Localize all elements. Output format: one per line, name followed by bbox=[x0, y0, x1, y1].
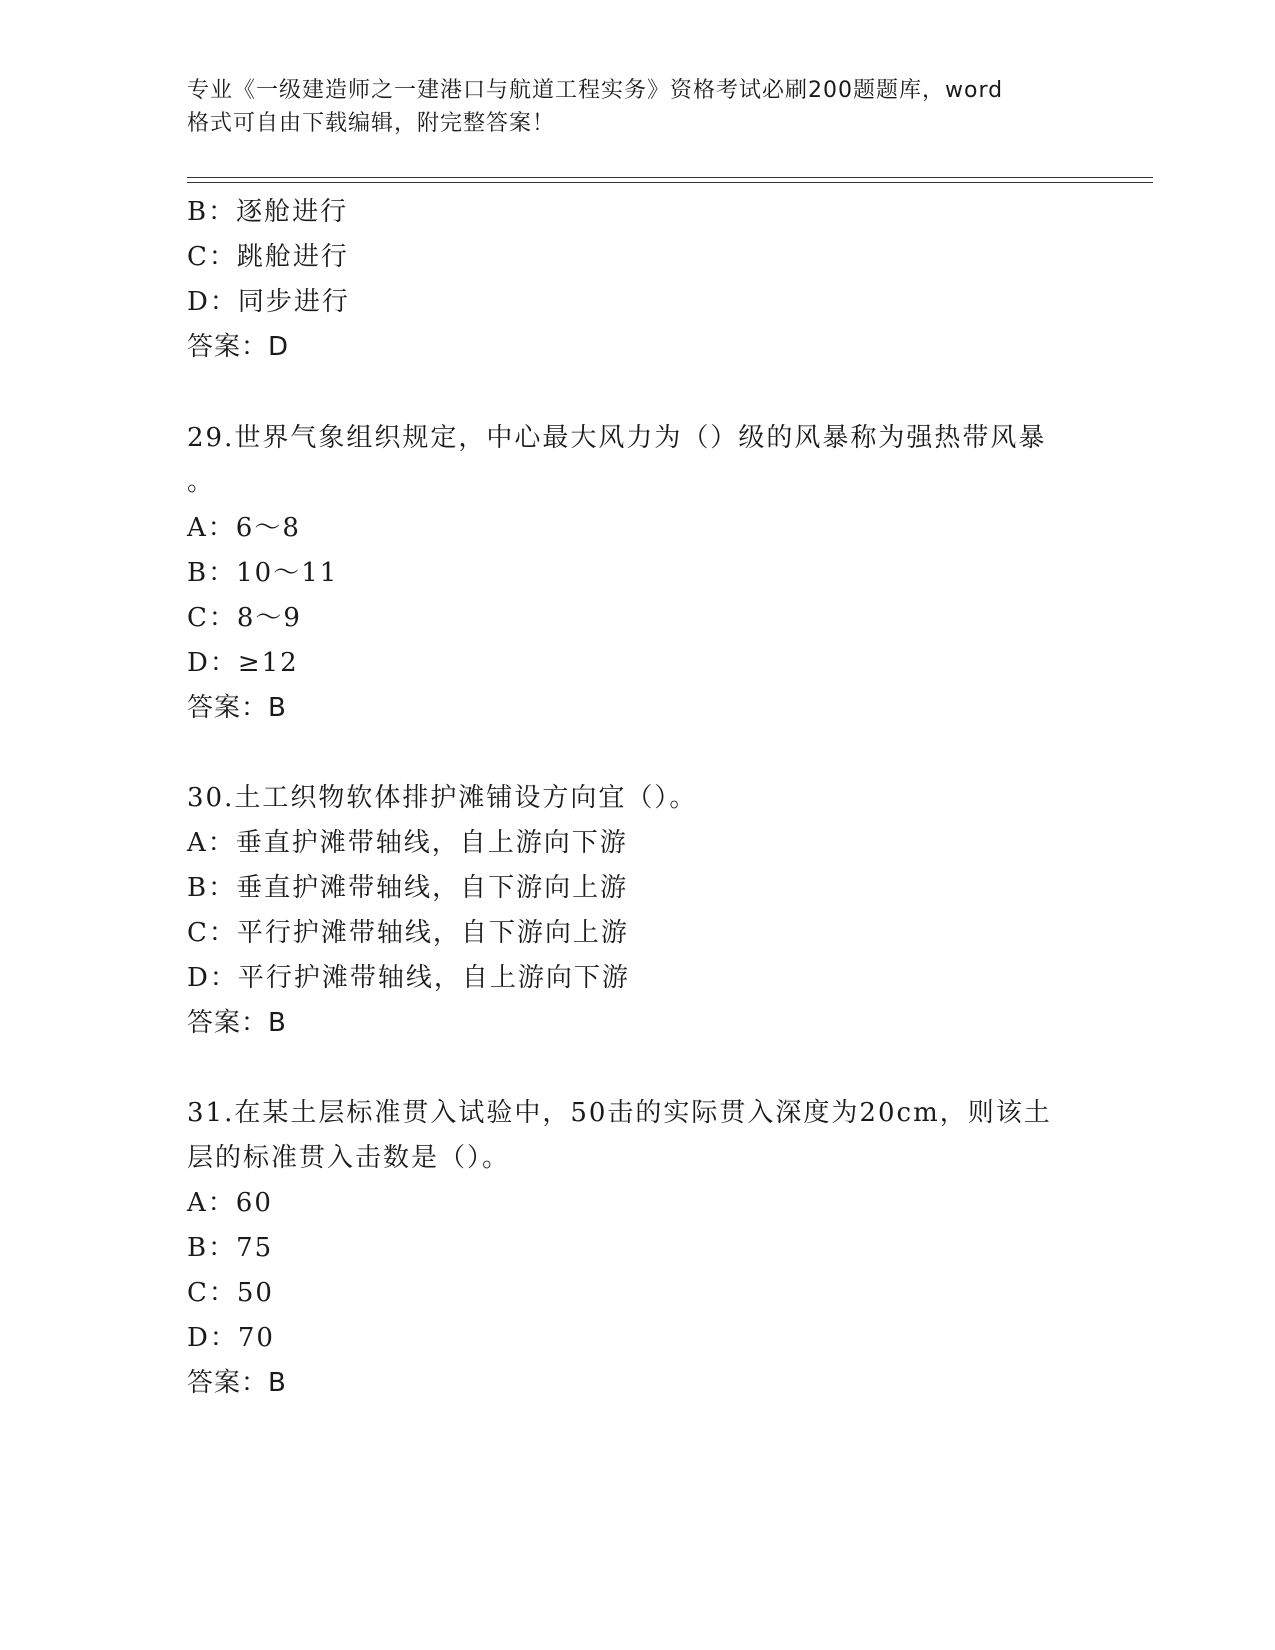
header-divider-top bbox=[187, 177, 1153, 178]
q30-option-b: B：垂直护滩带轴线，自下游向上游 bbox=[187, 873, 629, 903]
q30-option-d: D：平行护滩带轴线，自上游向下游 bbox=[187, 963, 630, 993]
q31-option-c: C：50 bbox=[187, 1278, 274, 1308]
q29-stem-line-1: 29.世界气象组织规定，中心最大风力为（）级的风暴称为强热带风暴 bbox=[187, 423, 1047, 453]
prev-option-d: D：同步进行 bbox=[187, 287, 350, 317]
q29-option-b: B：10～11 bbox=[187, 558, 339, 588]
q29-answer: 答案：B bbox=[187, 693, 287, 723]
q31-option-b: B：75 bbox=[187, 1233, 274, 1263]
q30-stem-line-1: 30.土工织物软体排护滩铺设方向宜（）。 bbox=[187, 783, 698, 813]
q31-option-d: D：70 bbox=[187, 1323, 275, 1353]
header-line-1: 专业《一级建造师之一建港口与航道工程实务》资格考试必刷200题题库，word bbox=[187, 78, 1004, 103]
q31-answer: 答案：B bbox=[187, 1368, 287, 1398]
q29-option-a: A：6～8 bbox=[187, 513, 301, 543]
q30-option-c: C：平行护滩带轴线，自下游向上游 bbox=[187, 918, 629, 948]
prev-answer: 答案：D bbox=[187, 332, 290, 362]
header-line-2: 格式可自由下载编辑，附完整答案！ bbox=[187, 111, 556, 136]
q30-option-a: A：垂直护滩带轴线，自上游向下游 bbox=[187, 828, 628, 858]
q29-option-c: C：8～9 bbox=[187, 603, 302, 633]
q31-option-a: A：60 bbox=[187, 1188, 273, 1218]
q30-answer: 答案：B bbox=[187, 1008, 287, 1038]
q29-stem-line-2: 。 bbox=[187, 467, 216, 497]
document-header bbox=[187, 74, 1067, 140]
prev-option-b: B：逐舱进行 bbox=[187, 197, 349, 227]
q31-stem-line-2: 层的标准贯入击数是（）。 bbox=[187, 1143, 511, 1173]
q31-stem-line-1: 31.在某土层标准贯入试验中，50击的实际贯入深度为20cm，则该土 bbox=[187, 1098, 1052, 1128]
header-divider-bottom bbox=[187, 182, 1153, 183]
q29-option-d: D：≥12 bbox=[187, 648, 299, 678]
prev-option-c: C：跳舱进行 bbox=[187, 242, 349, 272]
